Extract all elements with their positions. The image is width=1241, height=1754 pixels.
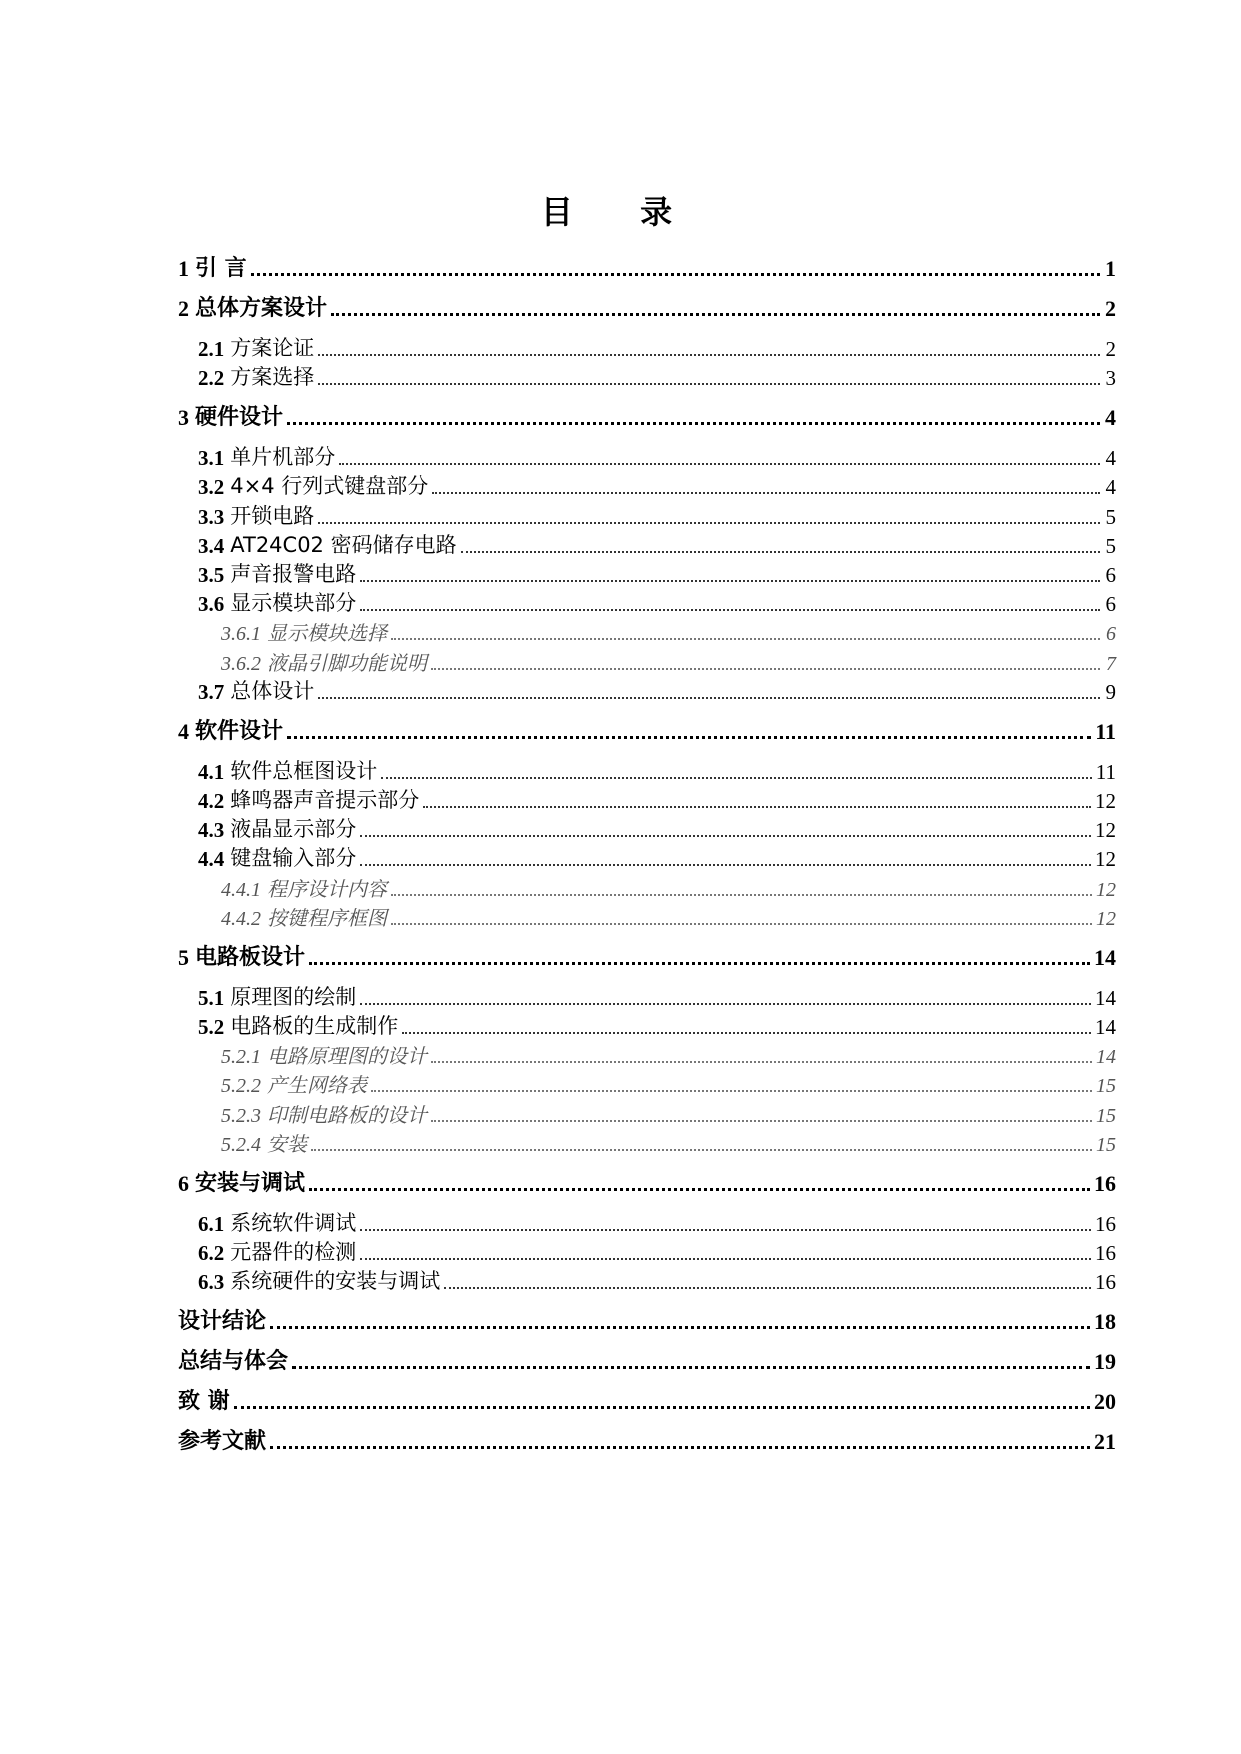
toc-entry-number: 3.6 [198,592,225,617]
toc-entry-number: 6.2 [198,1241,225,1265]
toc-entry-page: 16 [1095,1270,1116,1295]
toc-entry-title: 系统硬件的安装与调试 [230,1269,441,1294]
toc-entry-number: 5.2.4 [221,1133,261,1156]
toc-entry-page: 15 [1096,1133,1116,1156]
toc-entry-number: 3.1 [198,446,225,471]
toc-entry[interactable] [178,587,1116,617]
toc-entry[interactable] [178,332,1116,362]
toc-entry-number: 5.2.3 [221,1104,261,1127]
toc-entry[interactable] [178,1068,1116,1098]
toc-entry-page: 16 [1095,1211,1116,1236]
toc-dot-leader [461,551,1100,553]
toc-dot-leader [270,1326,1090,1329]
toc-entry-page: 2 [1105,296,1116,321]
toc-dot-leader [318,697,1100,699]
toc-entry-number: 6.1 [198,1211,225,1236]
toc-entry[interactable] [178,1098,1116,1128]
toc-entry[interactable] [178,1167,1116,1197]
toc-entry-number: 3.6.1 [221,623,261,646]
toc-entry[interactable] [178,1207,1116,1237]
toc-entry-page: 20 [1094,1389,1116,1415]
toc-entry[interactable] [178,842,1116,872]
toc-entry-title: 单片机部分 [230,445,336,470]
toc-entry-title: 方案论证 [230,336,315,360]
toc-dot-leader [318,354,1100,356]
toc-entry-number: 3.3 [198,504,225,529]
toc-entry-page: 2 [1105,337,1116,361]
toc-entry-title: 声音报警电路 [230,562,357,586]
toc-dot-leader [391,638,1100,640]
toc-dot-leader [318,522,1100,524]
toc-dot-leader [381,777,1092,779]
toc-entry[interactable] [178,292,1116,322]
toc-entry-page: 5 [1105,504,1116,529]
toc-entry-title: 4×4 行列式键盘部分 [230,474,429,499]
toc-entry-title: 印制电路板的设计 [267,1102,427,1127]
toc-entry[interactable] [178,755,1116,785]
toc-dot-leader [431,1061,1092,1063]
toc-dot-leader [318,383,1100,385]
toc-entry[interactable] [178,361,1116,391]
toc-entry-title: 参考文献 [178,1429,267,1455]
toc-entry-page: 1 [1105,256,1116,281]
toc-entry-title: 安装与调试 [195,1170,306,1196]
toc-entry-title: 设计结论 [178,1309,267,1335]
toc-entry-title: AT24C02 密码储存电路 [230,532,457,557]
toc-entry-number: 4.4.1 [221,878,261,901]
toc-entry-title: 软件总框图设计 [230,758,378,783]
toc-entry-number: 4.4.2 [221,907,261,930]
toc-entry-number: 4 [178,718,189,744]
toc-entry-page: 16 [1094,1170,1116,1196]
toc-entry[interactable] [178,529,1116,559]
toc-entry[interactable] [178,1010,1116,1040]
toc-dot-leader [360,864,1091,866]
toc-entry[interactable] [178,813,1116,843]
toc-entry-title: 电路板的生成制作 [230,1014,399,1038]
toc-dot-leader [402,1032,1091,1034]
toc-entry-number: 5 [178,944,189,970]
toc-entry-number: 4.2 [198,789,225,813]
toc-entry[interactable] [178,1265,1116,1295]
toc-entry-number: 5.2.1 [221,1046,261,1069]
toc-dot-leader [309,962,1090,965]
toc-entry-page: 12 [1095,789,1116,813]
toc-entry[interactable] [178,500,1116,530]
toc-entry-title: 键盘输入部分 [230,846,357,871]
toc-dot-leader [360,1229,1091,1231]
toc-dot-leader [292,1366,1090,1369]
toc-entry-number: 3 [178,405,189,431]
toc-dot-leader [371,1090,1092,1092]
toc-dot-leader [287,422,1100,425]
toc-entry[interactable] [178,1345,1116,1375]
toc-entry-page: 16 [1095,1241,1116,1265]
toc-dot-leader [391,894,1092,896]
toc-entry-number: 4.3 [198,818,225,843]
toc-entry-title: 开锁电路 [230,503,315,528]
toc-entry-number: 6.3 [198,1270,225,1295]
toc-entry-page: 14 [1096,1046,1116,1069]
toc-entry-title: 总体设计 [230,678,315,703]
toc-entry[interactable] [178,1385,1116,1415]
toc-entry-title: 液晶引脚功能说明 [267,650,427,675]
toc-entry-number: 2.2 [198,366,225,391]
toc-entry-page: 6 [1105,592,1116,617]
toc-entry-page: 12 [1095,847,1116,872]
toc-entry-page: 21 [1094,1429,1116,1455]
toc-entry-page: 12 [1096,878,1116,901]
toc-dot-leader [360,609,1100,611]
toc-entry[interactable] [178,715,1116,745]
toc-dot-leader [309,1188,1090,1191]
toc-entry[interactable] [178,1425,1116,1455]
toc-entry[interactable] [178,470,1116,500]
toc-entry-page: 4 [1105,446,1116,471]
toc-entry-page: 4 [1105,405,1116,431]
toc-entry-page: 11 [1095,759,1116,784]
toc-entry-title: 系统软件调试 [230,1210,357,1235]
toc-dot-leader [287,736,1091,739]
toc-entry-page: 9 [1105,679,1116,704]
toc-entry-number: 3.6.2 [221,652,261,675]
toc-entry-page: 7 [1106,652,1116,675]
toc-entry-title: 显示模块选择 [267,621,387,646]
toc-entry-number: 3.5 [198,563,225,587]
toc-entry[interactable] [178,1305,1116,1335]
toc-entry-number: 5.1 [198,985,225,1010]
toc-entry[interactable] [178,784,1116,814]
toc-entry-page: 15 [1096,1075,1116,1098]
toc-dot-leader [360,1003,1091,1005]
toc-entry-page: 3 [1105,366,1116,391]
toc-entry-title: 硬件设计 [195,405,284,431]
toc-entry[interactable] [178,941,1116,971]
toc-entry[interactable] [178,872,1116,902]
toc-entry-title: 引 言 [195,256,247,281]
toc-dot-leader [270,1446,1090,1449]
toc-dot-leader [360,580,1100,582]
toc-entry-number: 6 [178,1170,189,1196]
toc-entry-page: 14 [1094,944,1116,970]
toc-entry-number: 2.1 [198,337,225,361]
toc-entry[interactable] [178,1127,1116,1157]
toc-dot-leader [360,835,1091,837]
toc-entry-page: 12 [1096,907,1116,930]
toc-entry[interactable] [178,901,1116,931]
toc-entry-title: 程序设计内容 [267,876,387,901]
toc-entry-number: 3.4 [198,533,225,558]
toc-dot-leader [423,806,1091,808]
toc-entry-page: 15 [1096,1104,1116,1127]
toc-entry[interactable] [178,981,1116,1011]
toc-entry-title: 软件设计 [195,718,284,744]
toc-entry-number: 5.2 [198,1015,225,1039]
toc-entry-title: 电路板设计 [195,944,306,970]
toc-dot-leader [360,1258,1091,1260]
toc-entry[interactable] [178,1236,1116,1266]
toc-entry-number: 4.1 [198,759,225,784]
toc-entry[interactable] [178,401,1116,431]
toc-entry-title: 产生网络表 [267,1073,367,1098]
toc-entry-number: 5.2.2 [221,1075,261,1098]
toc-entry-page: 19 [1094,1349,1116,1375]
toc-entry[interactable] [178,252,1116,282]
toc-dot-leader [444,1287,1091,1289]
toc-entry-title: 显示模块部分 [230,591,357,616]
toc-entry-number: 1 [178,256,189,281]
toc-entry[interactable] [178,558,1116,588]
toc-entry-title: 蜂鸣器声音提示部分 [230,788,420,812]
toc-dot-leader [311,1149,1092,1151]
toc-dot-leader [431,1120,1092,1122]
toc-entry-title: 原理图的绘制 [230,984,357,1009]
toc-entry-number: 3.2 [198,475,225,500]
toc-entry-number: 2 [178,296,189,321]
toc-entry-title: 元器件的检测 [230,1240,357,1264]
toc-dot-leader [432,492,1100,494]
toc-entry-title: 电路原理图的设计 [267,1044,427,1069]
toc-dot-leader [331,313,1100,316]
toc-entry-page: 18 [1094,1309,1116,1335]
toc-entry-page: 4 [1105,475,1116,500]
toc-entry-title: 方案选择 [230,365,315,390]
toc-entry-page: 11 [1095,718,1116,744]
toc-dot-leader [431,668,1100,670]
toc-entry-title: 液晶显示部分 [230,817,357,842]
toc-entry-page: 12 [1095,818,1116,843]
toc-entry-page: 6 [1106,623,1116,646]
toc-entry-number: 3.7 [198,679,225,704]
toc-entry-title: 致 谢 [178,1389,230,1415]
toc-entry-title: 总结与体会 [178,1349,289,1375]
toc-entry-page: 14 [1095,1015,1116,1039]
toc-entry-title: 安装 [267,1131,307,1156]
toc-dot-leader [339,463,1100,465]
toc-entry[interactable] [178,616,1116,646]
toc-entry-page: 6 [1105,563,1116,587]
toc-entry[interactable] [178,675,1116,705]
toc-dot-leader [251,273,1100,276]
toc-entry-title: 总体方案设计 [195,296,328,321]
toc-entry[interactable] [178,1039,1116,1069]
toc-entry-title: 按键程序框图 [267,905,387,930]
toc-dot-leader [234,1406,1090,1409]
toc-entry-page: 14 [1095,985,1116,1010]
toc-entry[interactable] [178,646,1116,676]
page-title: 目 录 [540,193,701,231]
toc-entry-number: 4.4 [198,847,225,872]
toc-entry-page: 5 [1105,533,1116,558]
toc-dot-leader [391,923,1092,925]
toc-entry[interactable] [178,441,1116,471]
